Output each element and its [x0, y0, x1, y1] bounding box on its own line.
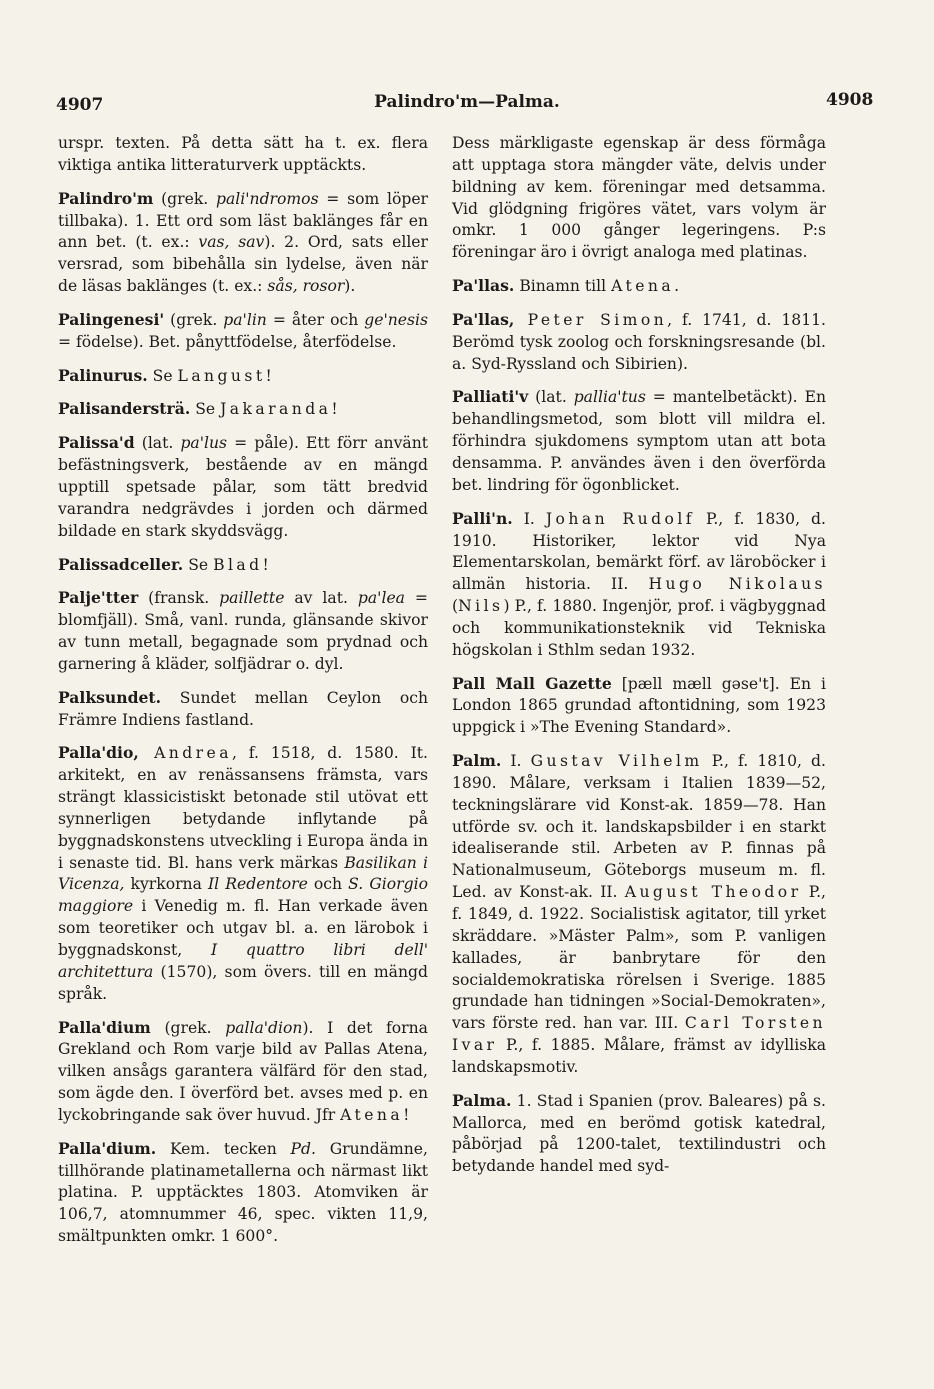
entry-palinurus	[58, 365, 428, 388]
text-run: P., f. 1885. Målare, främst av idylliska landskapsmotiv.	[452, 1036, 826, 1076]
text-run: , f. 1518, d. 1580. It. arkitekt, en av renässansens främsta, vars strängt klassicistiskt betonade stil utövat ett synnerligen betydande inflytande på byggnadskonstens utveckling i Europa ända in i senaste tid. Bl. hans verk märkas	[58, 744, 429, 872]
entry-palm	[452, 750, 826, 1079]
page-number-right: 4908	[826, 90, 874, 110]
headword: Palje'tter	[58, 588, 139, 608]
entry-pallas-1	[452, 275, 826, 298]
text-run: P., f. 1849, d. 1922. Socialistisk agitator, till yrket skräddare. »Mäster Palm», som P. vanligen kallades, är banbrytare för den socialdemokratiska rörelsen i Sverige. 1885 grundade han tidningen »Social-Demokraten», vars förste red. han var. III.	[452, 883, 826, 1033]
text-run: = som löper tillbaka). 1. Ett ord som läst baklänges får en ann bet. (t. ex.:	[58, 189, 429, 252]
text-run: I quattro libri dell' architettura	[58, 941, 428, 981]
entry-pallas-2	[452, 309, 826, 376]
headword: Palla'dium.	[58, 1138, 157, 1158]
headword: Palisandersträ.	[58, 399, 191, 419]
text-run: palla'dion	[225, 1018, 303, 1037]
text-run: (grek.	[150, 1018, 226, 1037]
entry-palladium-1	[58, 1017, 428, 1127]
text-run: Basilikan i Vicenza,	[58, 853, 428, 894]
text-run: Se	[183, 555, 214, 574]
text-run: pa'lus	[180, 434, 228, 453]
text-run: Carl Torsten Ivar	[452, 1014, 826, 1055]
text-run: S. Giorgio maggiore	[58, 875, 428, 916]
text-run: ge'nesis	[364, 310, 428, 329]
text-run: pallia'tus	[573, 388, 646, 407]
text-run: = blomfjäll). Små, vanl. runda, glänsande skivor av tunn metall, begagnade som prydnad och garnering å kläder, solfjädrar o. dyl.	[58, 589, 428, 673]
cross-reference: Blad	[213, 555, 263, 574]
page-number-left: 4907	[56, 95, 104, 115]
text-run: vas, sav	[198, 233, 265, 252]
text-run: (grek.	[153, 189, 216, 208]
text-run: (grek.	[164, 310, 224, 329]
headword: Palindro'm	[58, 188, 154, 208]
text-run: P., f. 1830, d. 1910. Historiker, lektor vid Nya Elementarskolan, bemärkt förf. av läroböcker i allmän historia. II.	[452, 509, 826, 594]
entry-continuation	[58, 133, 428, 177]
text-run: I.	[512, 509, 546, 528]
headword: Palla'dium	[58, 1017, 151, 1037]
text-run: sås, rosor	[267, 277, 345, 296]
entry-pall-mall-gazette	[452, 673, 826, 740]
text-run: I.	[501, 752, 531, 771]
text-run: !	[262, 555, 269, 574]
text-run: !	[265, 366, 272, 385]
entry-continuation	[452, 133, 826, 264]
text-run: .	[674, 277, 680, 296]
cross-reference: Langust	[177, 366, 266, 385]
headword: Pa'llas.	[452, 276, 515, 296]
text-run: ) P., f. 1880. Ingenjör, prof. i vägbyggnad och kommunikationsteknik vid Tekniska högskolan i Sthlm sedan 1932.	[452, 597, 826, 659]
text-run: (fransk.	[138, 589, 220, 608]
entry-text: Dess märkligaste egenskap är dess förmåga att upptaga stora mängder väte, delvis under bildning av kem. föreningar med detsamma. Vid glödgning frigöres vätet, vars volym är omkr. 1 000 gånger legeringens. P:s föreningar äro i övrigt analoga med platinas.	[452, 134, 826, 262]
headword: Palissa'd	[58, 433, 135, 453]
text-run: ). I det forna Grekland och Rom varje bild av Pallas Atena, vilken ansågs garantera välfärd för den stad, som ägde den. I överförd bet. avses med p. en lyckobringande sak över huvud. Jfr	[58, 1018, 428, 1124]
text-run: !	[403, 1105, 410, 1124]
headword: Pa'llas,	[452, 309, 515, 329]
text-run: Kem. tecken	[156, 1139, 291, 1158]
text-run: (lat.	[134, 434, 181, 453]
text-run: Peter Simon	[514, 310, 668, 329]
text-run: Sundet mellan Ceylon och Främre Indiens fastland.	[58, 688, 428, 729]
text-run: = åter och	[266, 310, 365, 329]
entry-palisanderstra	[58, 398, 428, 421]
text-run: , f. 1741, d. 1811. Berömd tysk zoolog och forskningsresande (bl. a. Syd-Ryssland och Sibirien).	[452, 310, 826, 373]
text-run: kyrkorna	[124, 875, 208, 894]
text-run: = påle). Ett förr använt befästningsverk, bestående av en mängd upptill spetsade pålar, som tätt bredvid varandra nedgrävdes i jorden och därmed bildade en stark skyddsvägg.	[58, 434, 429, 540]
text-run: Grundämne, tillhörande platinametallerna och närmast likt platina. P. upptäcktes 1803. Atomviken är 106,7, atomnummer 46, spec. vikten 11,9, smältpunkten omkr. 1 600°.	[58, 1139, 428, 1246]
text-run: Andrea	[138, 744, 232, 763]
text-run: ).	[344, 277, 356, 296]
headword: Palliati'v	[452, 387, 529, 407]
headword: Palksundet.	[58, 687, 162, 707]
headword: Palissadceller.	[58, 554, 184, 574]
text-run: ). 2. Ord, sats eller versrad, som bibehålla sin lydelse, även när de läsas baklänges (t. ex.:	[58, 233, 428, 296]
text-run: = födelse). Bet. pånyttfödelse, återfödelse.	[58, 332, 397, 351]
entry-palladium-2	[58, 1138, 428, 1248]
text-run: paillette	[219, 589, 285, 608]
text-run: Johan Rudolf	[545, 509, 695, 528]
entry-palissadceller	[58, 554, 428, 577]
text-run: Nils	[458, 597, 504, 616]
entry-text: urspr. texten. På detta sätt ha t. ex. flera viktiga antika litteraturverk upptäckts.	[58, 134, 428, 174]
entry-palliativ	[452, 386, 826, 496]
text-run: (1570), som övers. till en mängd språk.	[58, 962, 428, 1003]
text-run: = mantelbetäckt). En behandlingsmetod, som blott vill mildra el. förhindra sjukdomens symptom utan att bota densamma. P. användes även i den överförda bet. lindring för ögonblicket.	[452, 388, 826, 494]
text-run: Se	[147, 366, 178, 385]
text-run: !	[331, 400, 338, 419]
page-header	[0, 0, 934, 120]
entry-palingenesi	[58, 309, 428, 354]
headword: Palm.	[452, 751, 502, 771]
text-run: Se	[190, 400, 221, 419]
entry-palissad	[58, 432, 428, 542]
cross-reference: Atena	[340, 1105, 404, 1124]
cross-reference: Jakaranda	[220, 400, 332, 419]
text-run: (	[452, 597, 459, 616]
text-run: pali'ndromos	[215, 189, 319, 208]
text-run: [pæll mæll gəse't]. En i London 1865 grundad aftontidning, som 1923 uppgick i »The Evening Standard».	[452, 674, 826, 737]
headword: Palingenesi'	[58, 309, 165, 329]
text-run: Il Redentore	[208, 875, 308, 894]
text-run: pa'lin	[223, 310, 267, 329]
text-run: av lat.	[284, 589, 358, 608]
text-run: pa'lea	[357, 589, 405, 608]
text-run: Pd.	[290, 1139, 316, 1158]
entry-pallin	[452, 508, 826, 662]
headword: Pall Mall Gazette	[452, 673, 612, 693]
headword: Palla'dio,	[58, 743, 139, 763]
text-run: och	[307, 875, 349, 894]
text-run: P., f. 1810, d. 1890. Målare, verksam i Italien 1839—52, teckningslärare vid Konst-ak. 1859—78. Han utförde sv. och it. landskapsbilder i en starkt idealiserande stil. Arbeten av P. finnas på Nationalmuseum, Göteborgs museum m. fl. Led. av Konst-ak. II.	[452, 752, 826, 902]
running-title: Palindro'm—Palma.	[374, 92, 560, 112]
cross-reference: Atena	[611, 277, 675, 296]
text-run: August Theodor	[624, 883, 802, 902]
headword: Palinurus.	[58, 365, 148, 385]
text-run: Gustav Vilhelm	[530, 752, 703, 771]
text-run: (lat.	[528, 388, 574, 407]
entry-palksundet	[58, 687, 428, 732]
headword: Palma.	[452, 1090, 512, 1110]
entry-palladio	[58, 742, 428, 1005]
text-run: Binamn till	[514, 277, 612, 296]
text-run: 1. Stad i Spanien (prov. Baleares) på s. Mallorca, med en berömd gotisk katedral, påbörjad på 1200-talet, textilindustri och betydande handel med syd-	[452, 1091, 826, 1176]
text-run: i Venedig m. fl. Han verkade även som teoretiker och utgav bl. a. en lärobok i byggnadskonst,	[58, 897, 428, 959]
entry-palindrom	[58, 188, 428, 298]
left-column	[58, 133, 428, 1259]
entry-paljetter	[58, 587, 428, 675]
headword: Palli'n.	[452, 508, 513, 528]
right-column	[452, 133, 826, 1189]
text-run: Hugo Nikolaus	[648, 575, 826, 594]
entry-palma	[452, 1090, 826, 1178]
